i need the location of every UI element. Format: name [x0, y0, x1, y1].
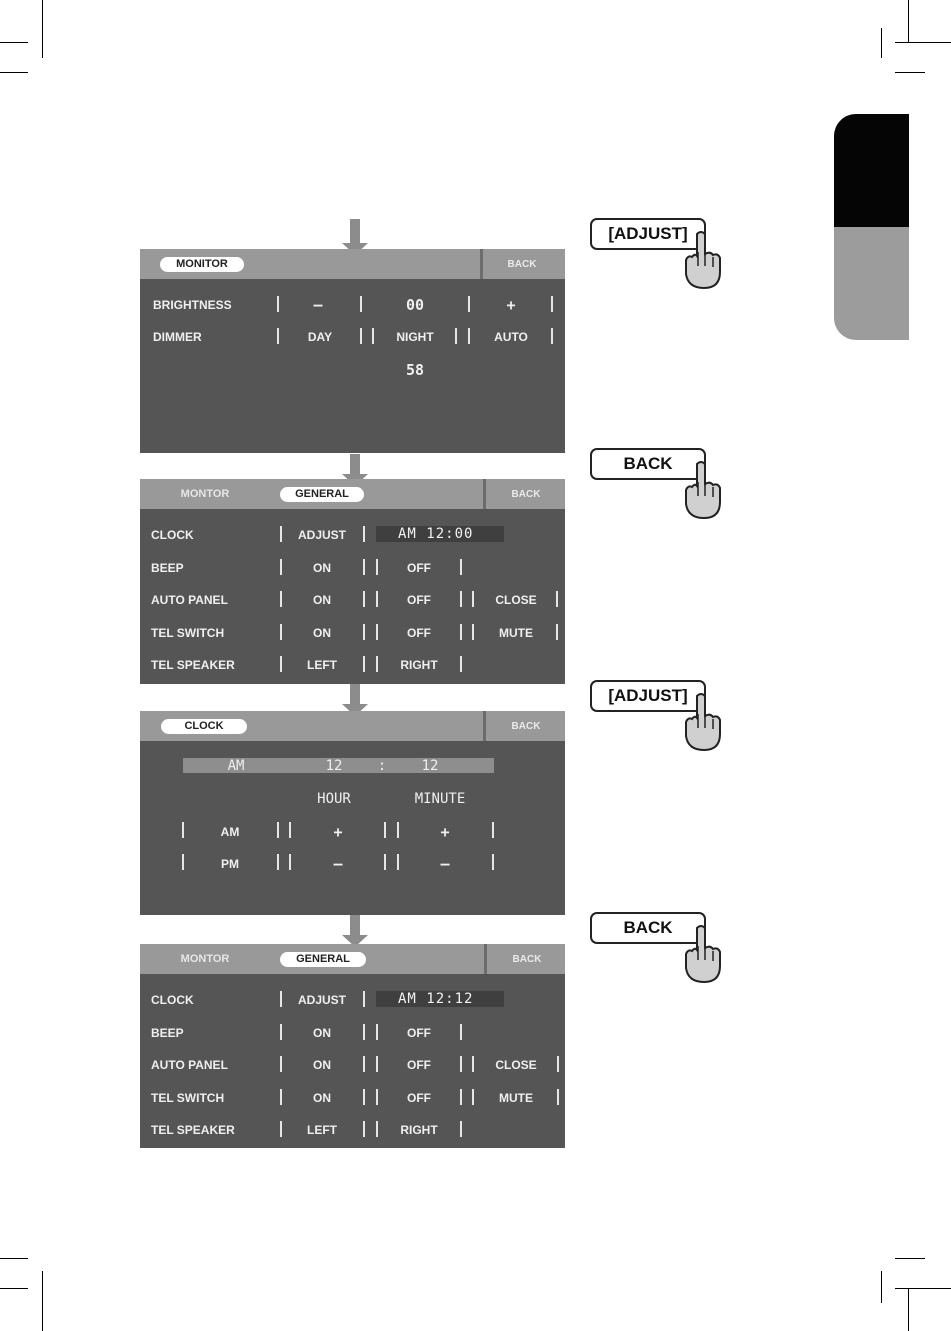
- tel-switch-mute-button[interactable]: MUTE: [499, 626, 533, 640]
- crop-mark: [895, 72, 925, 73]
- tel-speaker-right-button[interactable]: RIGHT: [400, 1123, 438, 1137]
- auto-panel-off-button[interactable]: OFF: [407, 1058, 431, 1072]
- auto-panel-close-button[interactable]: CLOSE: [495, 1058, 537, 1072]
- crop-mark: [908, 1288, 909, 1331]
- tab-monitor[interactable]: MONTOR: [180, 953, 230, 965]
- pointing-hand-icon: [682, 924, 722, 986]
- tel-speaker-label: TEL SPEAKER: [151, 1123, 235, 1137]
- tel-switch-off-button[interactable]: OFF: [407, 1091, 431, 1105]
- crop-mark: [0, 1288, 28, 1289]
- tel-switch-label: TEL SWITCH: [151, 1091, 225, 1105]
- clock-label: CLOCK: [151, 528, 194, 542]
- monitor-screen: [140, 249, 565, 453]
- crop-mark: [895, 42, 951, 43]
- beep-on-button[interactable]: ON: [313, 561, 331, 575]
- dimmer-night-button[interactable]: NIGHT: [396, 330, 434, 344]
- crop-mark: [42, 1271, 43, 1331]
- brightness-minus-button[interactable]: –: [313, 296, 323, 314]
- auto-panel-on-button[interactable]: ON: [313, 1058, 331, 1072]
- crop-mark: [42, 0, 43, 58]
- clock-label: CLOCK: [151, 993, 194, 1007]
- tel-switch-on-button[interactable]: ON: [313, 1091, 331, 1105]
- tel-switch-on-button[interactable]: ON: [313, 626, 331, 640]
- crop-mark: [0, 72, 28, 73]
- back-button[interactable]: BACK: [512, 954, 542, 965]
- dimmer-value: 58: [405, 361, 425, 379]
- side-tab-gray: [834, 227, 909, 340]
- crop-mark: [895, 1288, 951, 1289]
- hour-plus-button[interactable]: +: [333, 823, 343, 841]
- clock-screen: [140, 711, 565, 915]
- adjust-callout-button: [ADJUST]: [590, 680, 706, 712]
- brightness-label: BRIGHTNESS: [153, 298, 232, 312]
- tab-monitor[interactable]: MONTOR: [180, 488, 230, 500]
- adjust-callout-button: [ADJUST]: [590, 218, 706, 250]
- tel-speaker-right-button[interactable]: RIGHT: [400, 658, 438, 672]
- crop-mark: [881, 1271, 882, 1303]
- tab-clock[interactable]: CLOCK: [161, 719, 247, 734]
- auto-panel-close-button[interactable]: CLOSE: [495, 593, 537, 607]
- auto-panel-off-button[interactable]: OFF: [407, 593, 431, 607]
- minute-label: MINUTE: [414, 791, 466, 807]
- dimmer-auto-button[interactable]: AUTO: [494, 330, 528, 344]
- crop-mark: [0, 42, 28, 43]
- crop-mark: [0, 1258, 28, 1259]
- beep-label: BEEP: [151, 561, 184, 575]
- tel-switch-label: TEL SWITCH: [151, 626, 225, 640]
- clock-adjust-button[interactable]: ADJUST: [297, 993, 346, 1007]
- dimmer-day-button[interactable]: DAY: [307, 330, 333, 344]
- back-button[interactable]: BACK: [507, 259, 537, 270]
- tab-general[interactable]: GENERAL: [280, 952, 366, 967]
- beep-label: BEEP: [151, 1026, 184, 1040]
- tel-speaker-label: TEL SPEAKER: [151, 658, 235, 672]
- back-button[interactable]: BACK: [511, 721, 541, 732]
- pointing-hand-icon: [682, 692, 722, 754]
- am-button[interactable]: AM: [220, 825, 240, 839]
- back-button[interactable]: BACK: [511, 489, 541, 500]
- tel-speaker-left-button[interactable]: LEFT: [307, 658, 337, 672]
- auto-panel-on-button[interactable]: ON: [313, 593, 331, 607]
- crop-mark: [908, 0, 909, 43]
- auto-panel-label: AUTO PANEL: [151, 1058, 228, 1072]
- side-tab-dark: [834, 114, 909, 227]
- tel-speaker-left-button[interactable]: LEFT: [307, 1123, 337, 1137]
- tab-bar: [140, 944, 565, 974]
- clock-hour-value: 12: [325, 758, 343, 774]
- pointing-hand-icon: [682, 460, 722, 522]
- tab-bar: [140, 711, 565, 741]
- clock-time-display: AM 12:00: [376, 526, 504, 542]
- pointing-hand-icon: [682, 230, 722, 292]
- crop-mark: [881, 28, 882, 58]
- tel-switch-mute-button[interactable]: MUTE: [499, 1091, 533, 1105]
- clock-ampm-value: AM: [227, 758, 245, 774]
- clock-adjust-button[interactable]: ADJUST: [297, 528, 346, 542]
- general-screen-before: [140, 479, 565, 684]
- general-screen-after: [140, 944, 565, 1148]
- pm-button[interactable]: PM: [221, 857, 239, 871]
- tab-monitor[interactable]: MONITOR: [160, 257, 244, 272]
- dimmer-label: DIMMER: [153, 330, 202, 344]
- clock-time-display: AM 12:12: [376, 991, 504, 1007]
- tab-bar: [140, 479, 565, 509]
- tab-general[interactable]: GENERAL: [280, 487, 364, 502]
- clock-minute-value: 12: [421, 758, 439, 774]
- auto-panel-label: AUTO PANEL: [151, 593, 228, 607]
- hour-label: HOUR: [317, 791, 351, 807]
- crop-mark: [895, 1258, 925, 1259]
- brightness-value: 00: [405, 296, 425, 314]
- beep-off-button[interactable]: OFF: [407, 561, 431, 575]
- clock-colon: :: [377, 758, 387, 774]
- beep-on-button[interactable]: ON: [313, 1026, 331, 1040]
- hour-minus-button[interactable]: –: [333, 855, 343, 873]
- tab-bar: [140, 249, 565, 279]
- tel-switch-off-button[interactable]: OFF: [407, 626, 431, 640]
- minute-plus-button[interactable]: +: [440, 823, 450, 841]
- minute-minus-button[interactable]: –: [440, 855, 450, 873]
- down-arrow-icon: [345, 915, 365, 947]
- back-callout-button: BACK: [590, 912, 706, 944]
- beep-off-button[interactable]: OFF: [407, 1026, 431, 1040]
- back-callout-button: BACK: [590, 448, 706, 480]
- brightness-plus-button[interactable]: +: [506, 296, 516, 314]
